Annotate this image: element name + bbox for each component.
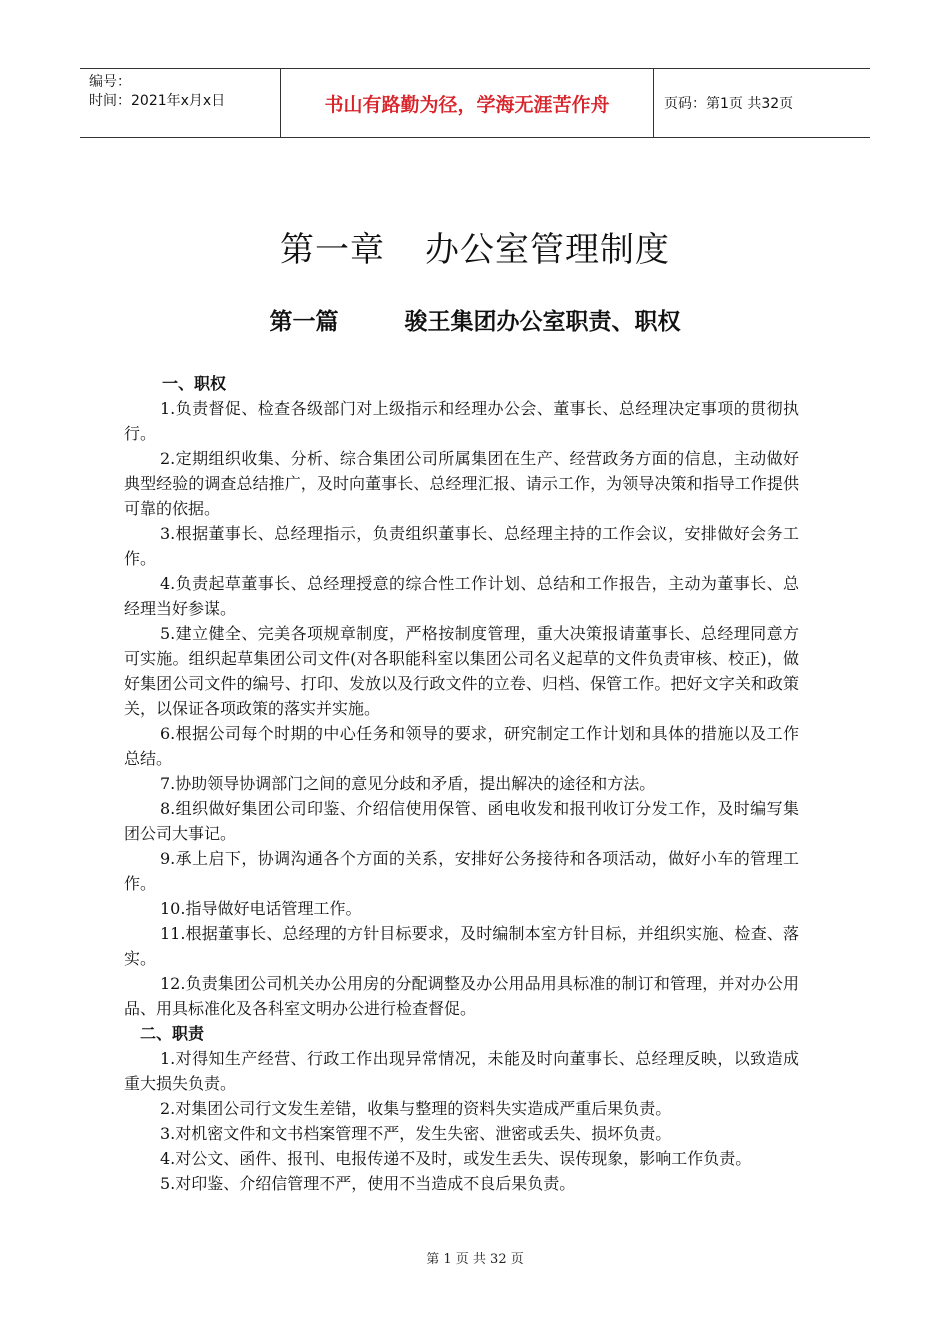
header-meta-cell bbox=[80, 69, 281, 137]
header-table bbox=[80, 68, 870, 138]
part1-item: 6.根据公司每个时期的中心任务和领导的要求，研究制定工作计划和具体的措施以及工作总结。 bbox=[124, 724, 799, 768]
chapter-name: 办公室管理制度 bbox=[425, 230, 670, 270]
part1-heading: 一、职权 bbox=[162, 374, 227, 393]
part1-item: 5.建立健全、完美各项规章制度，严格按制度管理，重大决策报请董事长、总经理同意方可实施。组织起草集团公司文件(对各职能科室以集团公司名义起草的文件负责审核、校正)，做好集团公司文件的编号、打印、发放以及行政文件的立卷、归档、保管工作。把好文字关和政策关，以保证各项政策的落实并实施。 bbox=[124, 624, 799, 718]
part1-item: 4.负责起草董事长、总经理授意的综合性工作计划、总结和工作报告，主动为董事长、总经理当好参谋。 bbox=[124, 574, 799, 618]
part2-item: 4.对公文、函件、报刊、电报传递不及时，或发生丢失、误传现象，影响工作负责。 bbox=[160, 1149, 752, 1168]
part1-item: 7.协助领导协调部门之间的意见分歧和矛盾，提出解决的途径和方法。 bbox=[160, 774, 656, 793]
part2-item: 5.对印鉴、介绍信管理不严，使用不当造成不良后果负责。 bbox=[160, 1174, 576, 1193]
part1-item: 9.承上启下，协调沟通各个方面的关系，安排好公务接待和各项活动，做好小车的管理工作。 bbox=[124, 849, 799, 893]
document-body bbox=[124, 371, 799, 1196]
part1-item: 3.根据董事长、总经理指示，负责组织董事长、总经理主持的工作会议，安排做好会务工作。 bbox=[124, 524, 799, 568]
number-label: 编号： bbox=[89, 74, 131, 90]
part2-item: 1.对得知生产经营、行政工作出现异常情况，未能及时向董事长、总经理反映，以致造成重大损失负责。 bbox=[124, 1049, 799, 1093]
part1-item: 12.负责集团公司机关办公用房的分配调整及办公用品用具标准的制订和管理，并对办公用品、用具标准化及各科室文明办公进行检查督促。 bbox=[124, 974, 799, 1018]
page-footer: 第 1 页 共 32 页 bbox=[426, 1252, 524, 1267]
part1-item: 8.组织做好集团公司印鉴、介绍信使用保管、函电收发和报刊收订分发工作，及时编写集团公司大事记。 bbox=[124, 799, 799, 843]
part2-heading: 二、职责 bbox=[140, 1024, 205, 1043]
page-label: 页码：第1页 共32页 bbox=[664, 96, 794, 112]
section-number: 第一篇 bbox=[269, 309, 339, 335]
part1-item: 1.负责督促、检查各级部门对上级指示和经理办公会、董事长、总经理决定事项的贯彻执行。 bbox=[124, 399, 799, 443]
part1-item: 10.指导做好电话管理工作。 bbox=[160, 899, 362, 918]
section-title bbox=[0, 303, 950, 336]
time-label: 时间：2021年x月x日 bbox=[89, 93, 226, 109]
chapter-title bbox=[0, 222, 950, 271]
part1-item: 11.根据董事长、总经理的方针目标要求，及时编制本室方针目标，并组织实施、检查、落实。 bbox=[124, 924, 799, 968]
part2-item: 2.对集团公司行文发生差错，收集与整理的资料失实造成严重后果负责。 bbox=[160, 1099, 672, 1118]
section-name: 骏王集团办公室职责、职权 bbox=[404, 309, 681, 335]
chapter-number: 第一章 bbox=[280, 230, 385, 270]
part1-item: 2.定期组织收集、分析、综合集团公司所属集团在生产、经营政务方面的信息，主动做好典型经验的调查总结推广，及时向董事长、总经理汇报、请示工作，为领导决策和指导工作提供可靠的依据。 bbox=[124, 449, 799, 518]
part2-item: 3.对机密文件和文书档案管理不严，发生失密、泄密或丢失、损坏负责。 bbox=[160, 1124, 672, 1143]
motto-text: 书山有路勤为径，学海无涯苦作舟 bbox=[324, 93, 610, 116]
header-motto-cell bbox=[281, 69, 654, 137]
header-page-cell bbox=[654, 69, 870, 137]
